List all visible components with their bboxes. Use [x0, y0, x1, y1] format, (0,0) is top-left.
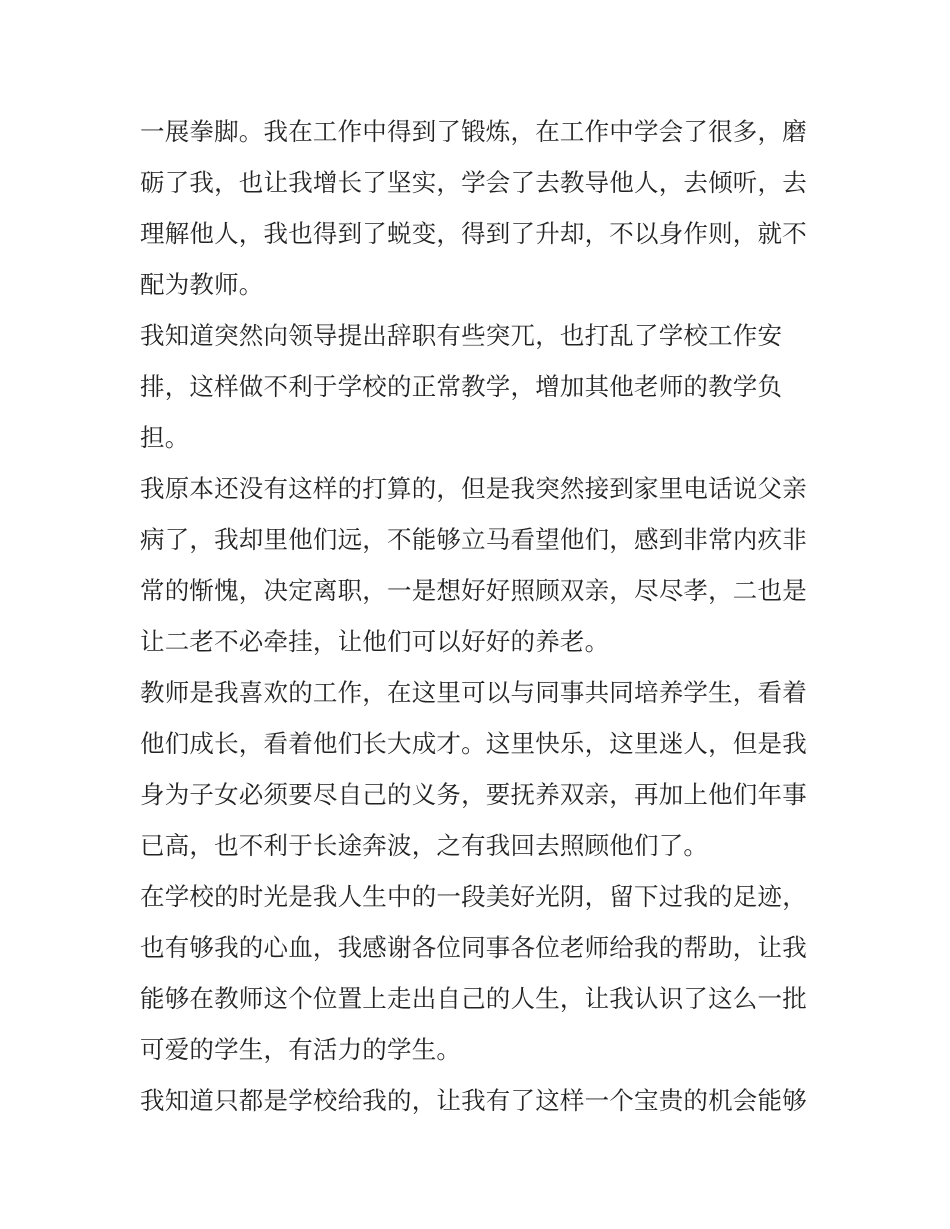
- text-line: 我知道突然向领导提出辞职有些突兀，也打乱了学校工作安: [140, 321, 783, 350]
- text-line: 一展拳脚。我在工作中得到了锻炼，在工作中学会了很多，磨: [140, 117, 807, 146]
- text-line: 让二老不必牵挂，让他们可以好好的养老。: [140, 627, 610, 656]
- text-line: 已高，也不利于长途奔波，之有我回去照顾他们了。: [140, 831, 709, 860]
- paragraph-6: [140, 1075, 820, 1126]
- text-line: 也有够我的心血，我感谢各位同事各位老师给我的帮助，让我: [140, 933, 807, 962]
- paragraph-3: [140, 463, 820, 667]
- text-line: 可爱的学生，有活力的学生。: [140, 1035, 462, 1064]
- text-line: 在学校的时光是我人生中的一段美好光阴，留下过我的足迹，: [140, 882, 807, 911]
- document-body: [140, 106, 820, 1126]
- text-line: 能够在教师这个位置上走出自己的人生，让我认识了这么一批: [140, 984, 807, 1013]
- paragraph-1: [140, 106, 820, 310]
- text-line: 病了，我却里他们远，不能够立马看望他们，感到非常内疚非: [140, 525, 807, 554]
- text-line: 他们成长，看着他们长大成才。这里快乐，这里迷人，但是我: [140, 729, 807, 758]
- text-line: 我原本还没有这样的打算的，但是我突然接到家里电话说父亲: [140, 474, 807, 503]
- text-line: 砺了我，也让我增长了坚实，学会了去教导他人，去倾听，去: [140, 168, 807, 197]
- text-line: 理解他人，我也得到了蜕变，得到了升却，不以身作则，就不: [140, 219, 807, 248]
- text-line: 排，这样做不利于学校的正常教学，增加其他老师的教学负: [140, 372, 783, 401]
- text-line: 教师是我喜欢的工作，在这里可以与同事共同培养学生，看着: [140, 678, 807, 707]
- paragraph-2: [140, 310, 820, 463]
- text-line: 担。: [140, 423, 190, 452]
- paragraph-4: [140, 667, 820, 871]
- text-line: 我知道只都是学校给我的，让我有了这样一个宝贵的机会能够: [140, 1086, 807, 1115]
- paragraph-5: [140, 871, 820, 1075]
- text-line: 常的惭愧，决定离职，一是想好好照顾双亲，尽尽孝，二也是: [140, 576, 807, 605]
- text-line: 身为子女必须要尽自己的义务，要抚养双亲，再加上他们年事: [140, 780, 807, 809]
- text-line: 配为教师。: [140, 270, 264, 299]
